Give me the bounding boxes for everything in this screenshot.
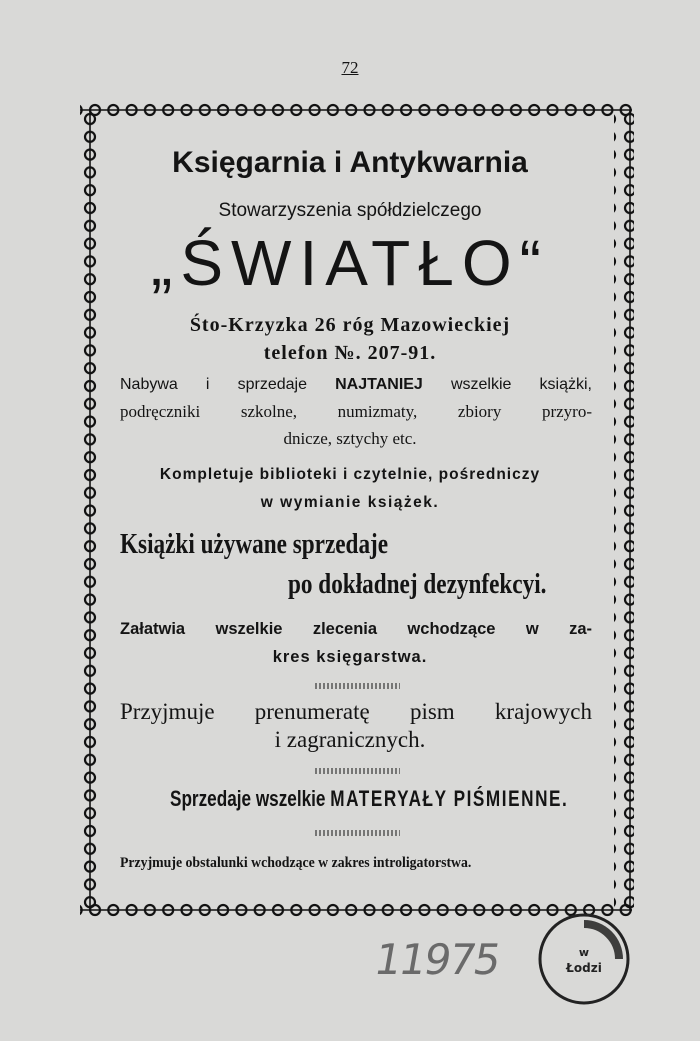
ornament-divider xyxy=(315,683,400,689)
paragraph-subscriptions: Przyjmuje prenumeratę pism krajowych xyxy=(120,699,592,724)
paragraph-line: i zagranicznych. xyxy=(274,727,426,752)
ornament-divider xyxy=(315,768,400,774)
text: Sprzedaje wszelkie xyxy=(170,786,326,811)
shop-name: „ŚWIATŁO“ xyxy=(151,227,549,299)
svg-text:w: w xyxy=(578,946,590,959)
svg-text:Łodzi: Łodzi xyxy=(566,961,602,975)
paragraph-line: podręczniki szkolne, numizmaty, zbiory przyro- xyxy=(120,402,592,421)
shop-title: Księgarnia i Antykwarnia xyxy=(172,146,528,179)
disinfection-line: po dokładnej dezynfekcyi. xyxy=(288,568,547,600)
paragraph-line: w wymianie książek. xyxy=(260,494,440,511)
paragraph-buys-sells xyxy=(120,376,592,394)
text: wszelkie książki, xyxy=(450,376,592,393)
paragraph-line: dnicze, sztychy etc. xyxy=(283,429,417,448)
emphasis-cheapest: NAJTANIEJ xyxy=(335,376,423,393)
stationery-heading: MATERYAŁY PIŚMIENNE. xyxy=(330,786,569,811)
paragraph-stationery xyxy=(170,786,568,812)
ornament-divider xyxy=(315,830,400,836)
paragraph-orders: Załatwia wszelkie zlecenia wchodzące w za- xyxy=(120,620,592,638)
shop-subtitle: Stowarzyszenia spółdzielczego xyxy=(218,200,482,221)
paragraph-line: kres księgarstwa. xyxy=(272,648,428,666)
address: Śto-Krzyzka 26 róg Mazowieckiej xyxy=(189,314,511,336)
paragraph-bookbinding: Przyjmuje obstalunki wchodzące w zakres introligatorstwa. xyxy=(120,855,472,871)
library-stamp xyxy=(537,912,631,1006)
page-number: 72 xyxy=(341,58,359,77)
phone: telefon №. 207-91. xyxy=(263,342,437,364)
handwritten-inventory-number: 11975 xyxy=(370,935,503,984)
text: Nabywa i sprzedaje xyxy=(120,376,307,393)
used-books-line: Książki używane sprzedaje xyxy=(120,528,389,560)
paragraph-library: Kompletuje biblioteki i czytelnie, pośredniczy xyxy=(159,466,541,483)
